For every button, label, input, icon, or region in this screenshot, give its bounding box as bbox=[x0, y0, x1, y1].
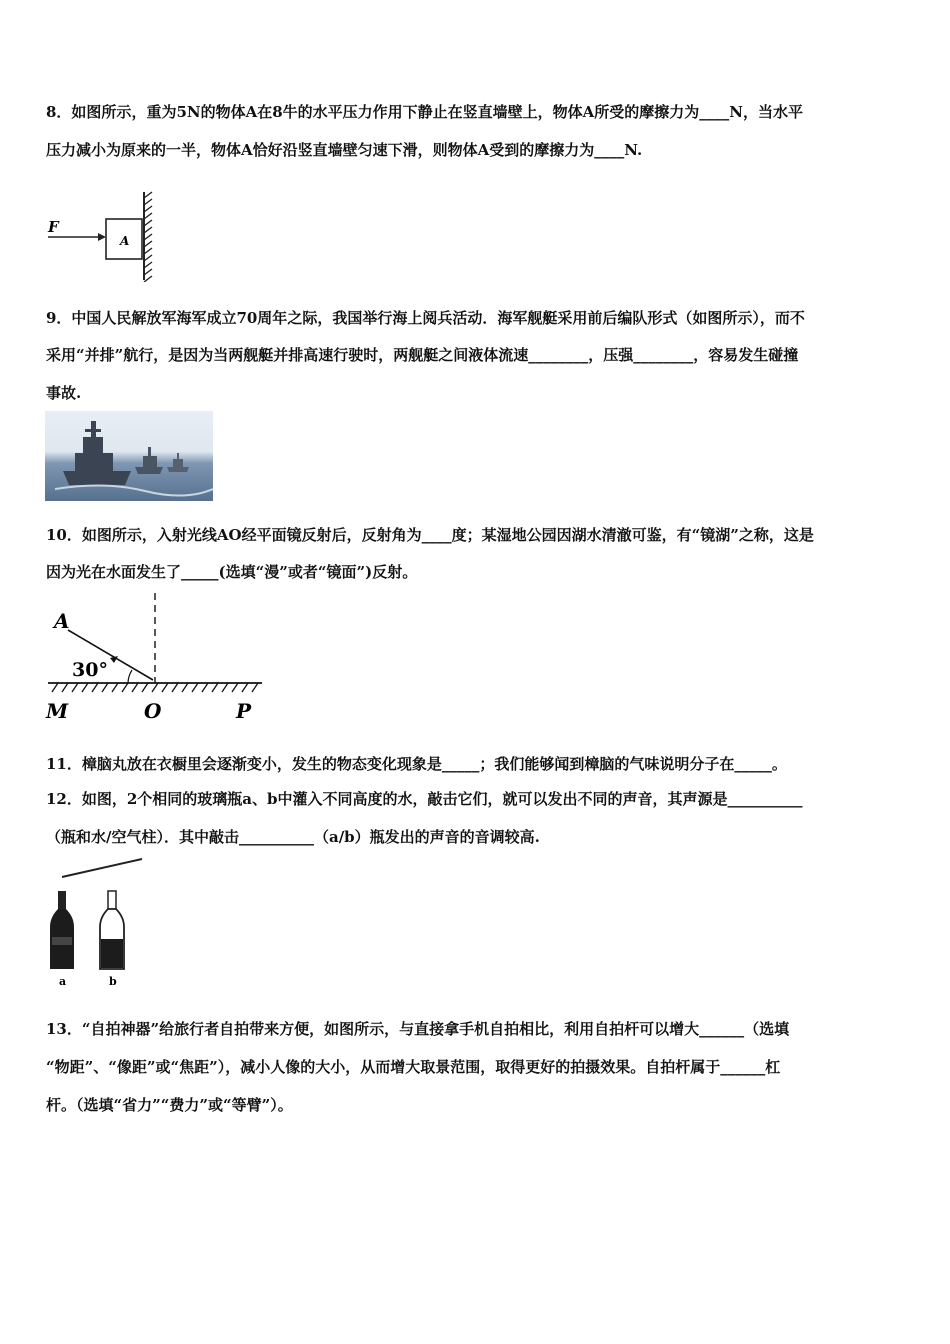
ship-wake bbox=[55, 485, 213, 495]
q10-point-o: O bbox=[144, 699, 162, 723]
q10-reflection-diagram bbox=[40, 590, 270, 725]
striking-stick bbox=[62, 859, 142, 877]
q8-line-2: 压力减小为原来的一半，物体A恰好沿竖直墙壁匀速下滑，则物体A受到的摩擦力为____N. bbox=[46, 141, 643, 159]
q12-bottles-figure bbox=[40, 855, 150, 990]
q11-line-1: 11．樟脑丸放在衣橱里会逐渐变小，发生的物态变化现象是_____；我们能够闻到樟脑的气味说明分子在_____。 bbox=[46, 755, 787, 773]
warships-illustration bbox=[45, 411, 213, 501]
q13-line-2: “物距”、“像距”或“焦距”），减小人像的大小，从而增大取景范围，取得更好的拍摄效果。自拍杆属于______杠 bbox=[46, 1058, 781, 1076]
bottle-b-label: b bbox=[109, 975, 117, 988]
second-warship bbox=[135, 447, 163, 474]
bottle-b bbox=[100, 891, 124, 969]
q12-line-1: 12．如图，2个相同的玻璃瓶a、b中灌入不同高度的水，敲击它们，就可以发出不同的声音，其声源是__________ bbox=[46, 790, 803, 808]
q8-force-arrowhead bbox=[98, 233, 106, 241]
q10-point-p: P bbox=[236, 699, 252, 723]
angle-arc bbox=[128, 670, 132, 683]
q10-line-1: 10．如图所示，入射光线AO经平面镜反射后，反射角为____度；某湿地公园因湖水清澈可鉴，有“镜湖”之称，这是 bbox=[46, 526, 814, 544]
q8-line-1: 8．如图所示，重为5N的物体A在8牛的水平压力作用下静止在竖直墙壁上，物体A所受的摩擦力为____N，当水平 bbox=[46, 103, 804, 121]
q10-line-2: 因为光在水面发生了_____(选填“漫”或者“镜面”)反射。 bbox=[46, 563, 418, 581]
q8-force-diagram bbox=[44, 190, 159, 282]
q10-point-a: A bbox=[54, 609, 70, 633]
mirror-hatching bbox=[52, 683, 258, 692]
q13-line-1: 13．“自拍神器”给旅行者自拍带来方便，如图所示，与直接拿手机自拍相比，利用自拍杆可以增大______（选填 bbox=[46, 1020, 790, 1038]
q10-point-m: M bbox=[46, 699, 69, 723]
q13-line-3: 杆。（选填“省力”“费力”或“等臂”）。 bbox=[46, 1096, 293, 1114]
lead-warship bbox=[63, 421, 131, 485]
q10-angle-label: 30° bbox=[72, 659, 108, 681]
warships-photo bbox=[45, 411, 213, 501]
bottle-a bbox=[50, 891, 74, 969]
q9-line-1: 9．中国人民解放军海军成立70周年之际，我国举行海上阅兵活动．海军舰艇采用前后编队形式（如图所示），而不 bbox=[46, 309, 805, 327]
q9-line-3: 事故. bbox=[46, 384, 82, 402]
q8-wall-hatching bbox=[144, 192, 152, 282]
q12-line-2: （瓶和水/空气柱）．其中敲击__________（a/b）瓶发出的声音的音调较高. bbox=[46, 828, 540, 846]
q9-line-2: 采用“并排”航行，是因为当两舰艇并排高速行驶时，两舰艇之间液体流速________，压强________，容易发生碰撞 bbox=[46, 346, 799, 364]
q8-force-label: F bbox=[48, 218, 59, 236]
third-warship bbox=[167, 453, 189, 472]
q8-block-label: A bbox=[120, 234, 130, 248]
bottle-a-label: a bbox=[59, 975, 67, 988]
